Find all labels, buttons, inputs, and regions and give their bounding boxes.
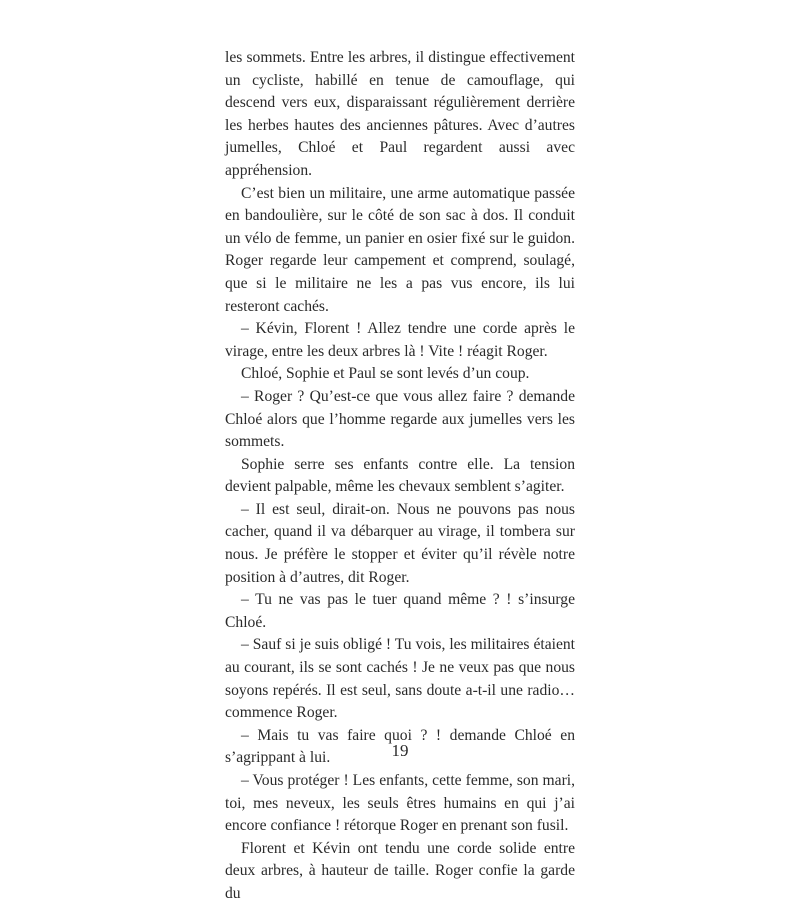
paragraph-9: – Sauf si je suis obligé ! Tu vois, les militaires étaient au courant, ils se sont cachés ! Je ne veux pas que nous soyons repérés. Il est seul, sans doute a-t-il une radio… commence Roger. [225, 636, 575, 722]
paragraph-4: Chloé, Sophie et Paul se sont levés d’un coup. [241, 365, 530, 383]
page-number: 19 [391, 741, 409, 760]
paragraph-5: – Roger ? Qu’est-ce que vous allez faire ? demande Chloé alors que l’homme regarde aux jumelles vers les sommets. [225, 387, 575, 451]
paragraph-12: Florent et Kévin ont tendu une corde solide entre deux arbres, à hauteur de taille. Roger confie la garde du [225, 839, 575, 902]
paragraph-1: les sommets. Entre les arbres, il distingue effectivement un cycliste, habillé en tenue de camouflage, qui descend vers eux, disparaissant régulièrement derrière les herbes hautes des anciennes pâtures. Avec d’autres jumelles, Chloé et Paul regardent aussi avec appréhension. [225, 49, 575, 179]
paragraph-10: – Mais tu vas faire quoi ? ! demande Chloé en s’agrippant à lui. [225, 726, 575, 767]
paragraph-6: Sophie serre ses enfants contre elle. La tension devient palpable, même les chevaux semblent s’agiter. [225, 455, 575, 496]
paragraph-3: – Kévin, Florent ! Allez tendre une corde après le virage, entre les deux arbres là ! Vite ! réagit Roger. [225, 320, 575, 360]
body-text [225, 47, 575, 906]
paragraph-2: C’est bien un militaire, une arme automatique passée en bandoulière, sur le côté de son sac à dos. Il conduit un vélo de femme, un panier en osier fixé sur le guidon. Roger regarde leur campement et comprend, soulagé, que si le militaire ne les a pas vus encore, ils lui resteront cachés. [225, 184, 575, 315]
paragraph-11: – Vous protéger ! Les enfants, cette femme, son mari, toi, mes neveux, les seuls êtres humains en qui j’ai encore confiance ! rétorque Roger en prenant son fusil. [225, 772, 575, 835]
paragraph-7: – Il est seul, dirait-on. Nous ne pouvons pas nous cacher, quand il va débarquer au virage, il tombera sur nous. Je préfère le stopper et éviter qu’il révèle notre position à d’autres, dit Roger. [225, 500, 575, 586]
paragraph-8: – Tu ne vas pas le tuer quand même ? ! s’insurge Chloé. [225, 591, 575, 631]
